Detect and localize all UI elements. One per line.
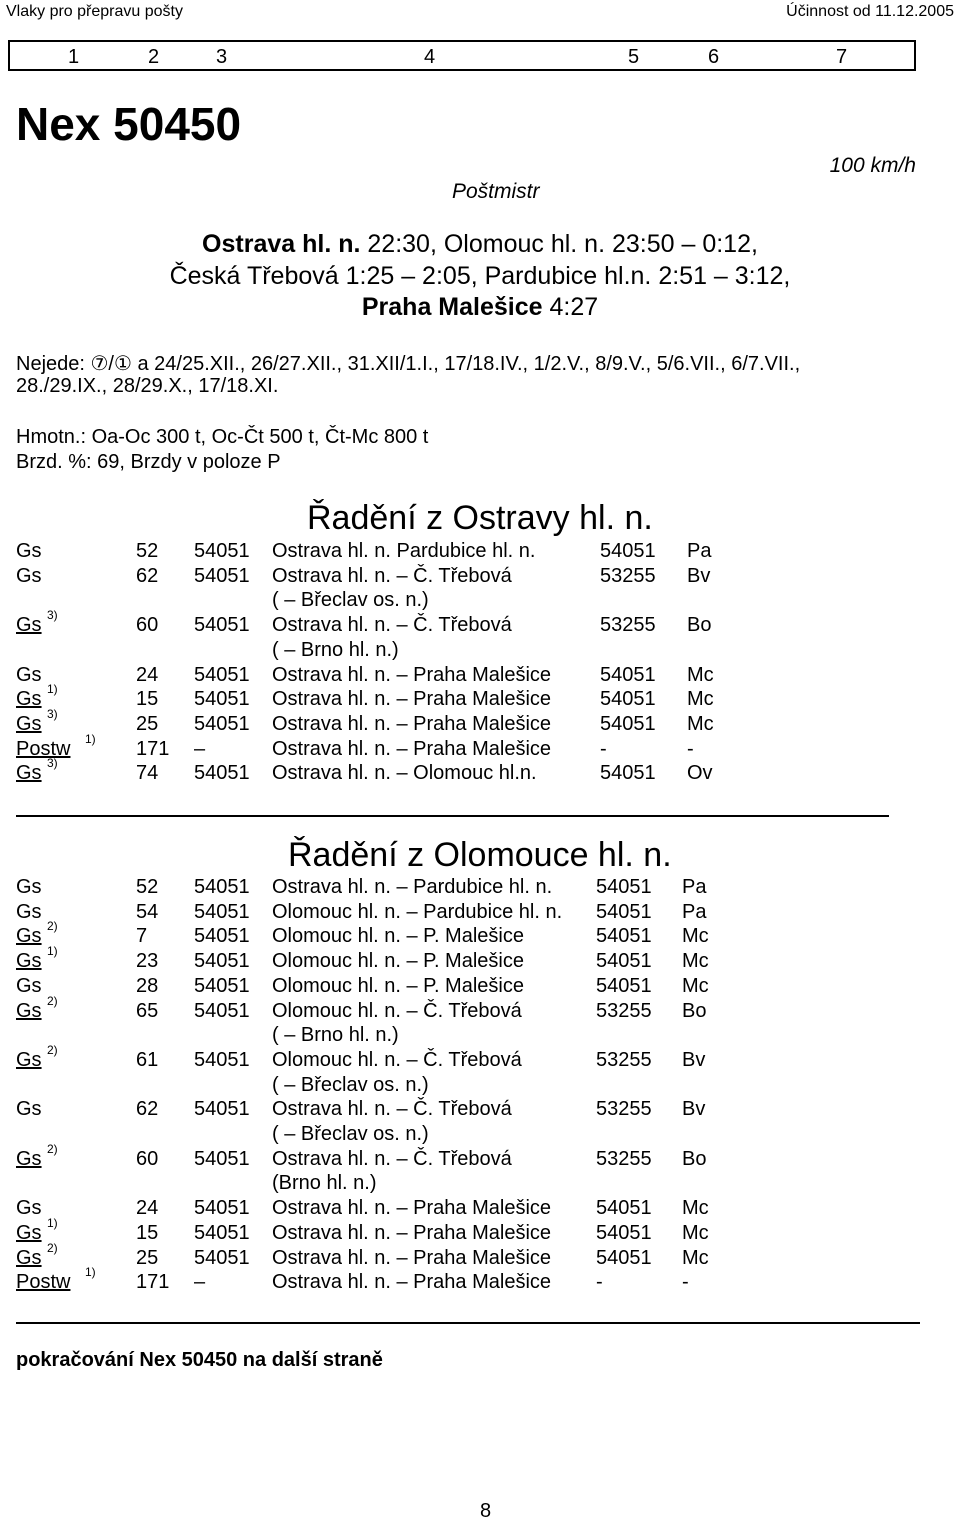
wagon-route: Olomouc hl. n. – Č. Třebová <box>272 999 522 1022</box>
column-number-box <box>8 40 916 71</box>
wagon-type: Gs <box>16 540 42 562</box>
footnote-mark: 3) <box>47 706 58 721</box>
table-row <box>0 901 960 925</box>
station-code: 54051 <box>194 1221 250 1244</box>
table-row <box>0 1042 960 1073</box>
table-row <box>0 1141 960 1172</box>
continuation-note: pokračování Nex 50450 na další straně <box>16 1349 383 1371</box>
wagon-type: Gs <box>16 1048 42 1071</box>
destination-code: 53255 <box>596 1098 652 1121</box>
wagon-route: Ostrava hl. n. – Praha Malešice <box>272 737 552 760</box>
table-row <box>0 1265 960 1295</box>
destination-abbr: Bo <box>682 1147 707 1170</box>
destination-abbr: Mc <box>682 950 709 973</box>
destination-code: 54051 <box>596 925 652 948</box>
station-code: 54051 <box>194 950 250 973</box>
destination-abbr: Bv <box>682 1098 706 1121</box>
column-number: 4 <box>424 46 436 68</box>
wagon-route: Olomouc hl. n. – Pardubice hl. n. <box>272 900 563 923</box>
destination-code: 54051 <box>600 712 656 735</box>
table-row <box>0 664 960 688</box>
wagon-type: Gs <box>16 762 42 785</box>
wagon-route: Ostrava hl. n. – Č. Třebová <box>272 614 512 637</box>
table-row <box>0 589 960 613</box>
station-code: 54051 <box>194 564 250 587</box>
wagon-number: 15 <box>136 1221 159 1244</box>
wagon-number: 171 <box>136 1271 170 1294</box>
wagon-number: 28 <box>136 974 159 997</box>
column-number: 6 <box>708 46 720 68</box>
destination-code: 53255 <box>600 614 656 637</box>
wagon-number: 60 <box>136 1147 159 1170</box>
wagon-number: 61 <box>136 1048 159 1071</box>
column-number: 3 <box>216 46 228 68</box>
station-code: 54051 <box>194 925 250 948</box>
footnote-mark: 3) <box>47 756 58 771</box>
not-running-dates-2: 28./29.IX., 28/29.X., 17/18.XI. <box>16 375 279 397</box>
wagon-route: Ostrava hl. n. – Č. Třebová <box>272 1147 512 1170</box>
table-row <box>0 1215 960 1246</box>
wagon-number: 62 <box>136 564 159 587</box>
destination-abbr: Pa <box>687 540 712 562</box>
wagon-route: Ostrava hl. n. – Praha Malešice <box>272 1271 552 1294</box>
wagon-number: 24 <box>136 663 159 686</box>
wagon-type: Gs <box>16 564 42 587</box>
wagon-route: Ostrava hl. n. – Praha Malešice <box>272 1197 552 1220</box>
station-code: 54051 <box>194 1147 250 1170</box>
column-number: 2 <box>148 46 160 68</box>
column-number: 1 <box>68 46 80 68</box>
destination-code: - <box>596 1271 603 1294</box>
wagon-route: ( – Břeclav os. n.) <box>272 1073 429 1096</box>
table-row <box>0 639 960 663</box>
station-code: 54051 <box>194 762 250 785</box>
wagon-type: Postw <box>16 737 71 760</box>
wagon-type: Gs <box>16 900 42 923</box>
wagon-route: Ostrava hl. n. – Olomouc hl.n. <box>272 762 537 785</box>
wagon-type: Gs <box>16 663 42 686</box>
destination-abbr: Bv <box>687 564 711 587</box>
wagon-type: Gs <box>16 688 42 711</box>
wagon-number: 60 <box>136 614 159 637</box>
destination-abbr: Pa <box>682 900 707 923</box>
destination-abbr: Mc <box>682 974 709 997</box>
wagon-type: Gs <box>16 614 42 637</box>
table-row <box>0 731 960 762</box>
destination-code: 54051 <box>600 663 656 686</box>
train-operator: Poštmistr <box>452 180 540 203</box>
wagon-route: Olomouc hl. n. – P. Malešice <box>272 974 524 997</box>
destination-code: 54051 <box>600 688 656 711</box>
destination-abbr: Mc <box>682 1221 709 1244</box>
destination-code: 54051 <box>600 540 656 562</box>
wagon-number: 52 <box>136 876 159 898</box>
table-row <box>0 876 960 900</box>
station-code: 54051 <box>194 540 250 562</box>
wagon-number: 65 <box>136 999 159 1022</box>
table-row <box>0 919 960 949</box>
destination-code: 54051 <box>596 974 652 997</box>
wagon-type: Gs <box>16 712 42 735</box>
destination-abbr: - <box>687 737 694 760</box>
wagon-route: (Brno hl. n.) <box>272 1172 377 1195</box>
wagon-type: Gs <box>16 950 42 973</box>
table-row <box>0 1024 960 1048</box>
destination-code: - <box>600 737 607 760</box>
wagon-number: 171 <box>136 737 170 760</box>
footnote-mark: 2) <box>47 993 58 1008</box>
wagon-number: 25 <box>136 1246 159 1269</box>
wagon-route: Ostrava hl. n. – Praha Malešice <box>272 688 552 711</box>
wagon-type: Gs <box>16 999 42 1022</box>
wagon-route: Ostrava hl. n. – Praha Malešice <box>272 663 552 686</box>
destination-abbr: Mc <box>687 712 714 735</box>
footnote-mark: 2) <box>47 1042 58 1057</box>
wagon-type: Postw <box>16 1271 71 1294</box>
wagon-route: Ostrava hl. n. Pardubice hl. n. <box>272 540 536 562</box>
table-row <box>0 1074 960 1098</box>
destination-code: 54051 <box>596 1221 652 1244</box>
wagon-route: Ostrava hl. n. – Praha Malešice <box>272 1246 552 1269</box>
destination-code: 54051 <box>596 1197 652 1220</box>
footnote-mark: 2) <box>47 1240 58 1255</box>
wagon-route: Olomouc hl. n. – P. Malešice <box>272 950 524 973</box>
wagon-number: 7 <box>136 925 148 948</box>
destination-code: 53255 <box>596 999 652 1022</box>
header-right: Účinnost od 11.12.2005 <box>786 3 954 20</box>
destination-abbr: Mc <box>682 1197 709 1220</box>
wagon-number: 23 <box>136 950 159 973</box>
table-row <box>0 1240 960 1271</box>
wagon-number: 54 <box>136 900 159 923</box>
table-row <box>0 944 960 974</box>
table-row <box>0 756 960 786</box>
destination-abbr: Mc <box>682 1246 709 1269</box>
wagon-type: Gs <box>16 876 42 898</box>
station-code: 54051 <box>194 876 250 898</box>
table-row <box>0 1123 960 1147</box>
table-row <box>0 1172 960 1196</box>
footnote-mark: 1) <box>85 1265 96 1280</box>
destination-code: 54051 <box>596 900 652 923</box>
table-row <box>0 1098 960 1122</box>
destination-abbr: Ov <box>687 762 713 785</box>
wagon-route: Ostrava hl. n. – Praha Malešice <box>272 712 552 735</box>
wagon-type: Gs <box>16 925 42 948</box>
table-row <box>0 993 960 1024</box>
wagon-type: Gs <box>16 1221 42 1244</box>
route-line-3: Praha Malešice 4:27 <box>361 293 599 321</box>
footnote-mark: 1) <box>47 944 58 959</box>
train-speed: 100 km/h <box>829 154 916 177</box>
wagon-number: 25 <box>136 712 159 735</box>
wagon-route: Ostrava hl. n. – Pardubice hl. n. <box>272 876 553 898</box>
station-code: 54051 <box>194 1197 250 1220</box>
wagon-route: ( – Břeclav os. n.) <box>272 1123 429 1145</box>
destination-abbr: Bv <box>682 1048 706 1071</box>
brake-note: Brzd. %: 69, Brzdy v poloze P <box>16 451 281 473</box>
footnote-mark: 1) <box>47 682 58 697</box>
footnote-mark: 1) <box>47 1215 58 1230</box>
wagon-type: Gs <box>16 974 42 997</box>
station-code: – <box>194 1271 206 1294</box>
section-divider <box>16 815 889 817</box>
wagon-number: 74 <box>136 762 159 785</box>
station-code: 54051 <box>194 712 250 735</box>
destination-abbr: Pa <box>682 876 707 898</box>
station-code: – <box>194 737 206 760</box>
wagon-type: Gs <box>16 1246 42 1269</box>
station-code: 54051 <box>194 663 250 686</box>
table-row <box>0 682 960 712</box>
station-code: 54051 <box>194 614 250 637</box>
destination-code: 54051 <box>596 1246 652 1269</box>
station-code: 54051 <box>194 974 250 997</box>
station-code: 54051 <box>194 1246 250 1269</box>
destination-abbr: Mc <box>687 688 714 711</box>
footer-divider <box>16 1322 920 1324</box>
destination-abbr: Bo <box>687 614 712 637</box>
footnote-mark: 2) <box>47 919 58 934</box>
wagon-route: ( – Brno hl. n.) <box>272 638 399 661</box>
wagon-route: ( – Břeclav os. n.) <box>272 589 429 612</box>
wagon-route: Ostrava hl. n. – Č. Třebová <box>272 564 512 587</box>
station-code: 54051 <box>194 900 250 923</box>
wagon-route: ( – Brno hl. n.) <box>272 1024 399 1047</box>
footnote-mark: 1) <box>85 731 96 746</box>
column-number: 7 <box>836 46 848 68</box>
wagon-route: Olomouc hl. n. – P. Malešice <box>272 925 524 948</box>
not-running-dates: Nejede: ⑦/① a 24/25.XII., 26/27.XII., 31.XII/1.I., 17/18.IV., 1/2.V., 8/9.V., 5/6.VII., 6/7.VII., <box>16 353 801 375</box>
header-left: Vlaky pro přepravu pošty <box>6 3 183 20</box>
footnote-mark: 3) <box>47 608 58 623</box>
destination-code: 54051 <box>600 762 656 785</box>
table-row <box>0 706 960 737</box>
station-code: 54051 <box>194 1048 250 1071</box>
section-title-olomouc: Řadění z Olomouce hl. n. <box>288 836 672 874</box>
destination-code: 53255 <box>600 564 656 587</box>
wagon-route: Olomouc hl. n. – Č. Třebová <box>272 1048 522 1071</box>
wagon-route: Ostrava hl. n. – Č. Třebová <box>272 1098 512 1121</box>
train-title: Nex 50450 <box>16 98 242 150</box>
wagon-number: 52 <box>136 540 159 562</box>
destination-abbr: Mc <box>682 925 709 948</box>
destination-code: 54051 <box>596 876 652 898</box>
weight-note: Hmotn.: Oa-Oc 300 t, Oc-Čt 500 t, Čt-Mc 800 t <box>16 426 429 448</box>
route-line-1: Ostrava hl. n. 22:30, Olomouc hl. n. 23:50 – 0:12, <box>202 230 758 258</box>
table-row <box>0 1197 960 1221</box>
station-code: 54051 <box>194 688 250 711</box>
column-number: 5 <box>628 46 640 68</box>
destination-abbr: Mc <box>687 663 714 686</box>
destination-code: 53255 <box>596 1147 652 1170</box>
wagon-route: Ostrava hl. n. – Praha Malešice <box>272 1221 552 1244</box>
page-number: 8 <box>480 1500 492 1522</box>
table-row <box>0 608 960 638</box>
section-title-ostrava: Řadění z Ostravy hl. n. <box>307 499 653 537</box>
wagon-number: 24 <box>136 1197 159 1220</box>
footnote-mark: 2) <box>47 1141 58 1156</box>
wagon-type: Gs <box>16 1098 42 1121</box>
station-code: 54051 <box>194 999 250 1022</box>
wagon-type: Gs <box>16 1147 42 1170</box>
destination-code: 54051 <box>596 950 652 973</box>
station-code: 54051 <box>194 1098 250 1121</box>
destination-abbr: Bo <box>682 999 707 1022</box>
wagon-type: Gs <box>16 1197 42 1220</box>
destination-code: 53255 <box>596 1048 652 1071</box>
table-row <box>0 975 960 999</box>
table-row <box>0 565 960 589</box>
wagon-number: 15 <box>136 688 159 711</box>
destination-abbr: - <box>682 1271 689 1294</box>
wagon-number: 62 <box>136 1098 159 1121</box>
table-row <box>0 540 960 564</box>
route-line-2: Česká Třebová 1:25 – 2:05, Pardubice hl.n. 2:51 – 3:12, <box>169 262 791 290</box>
